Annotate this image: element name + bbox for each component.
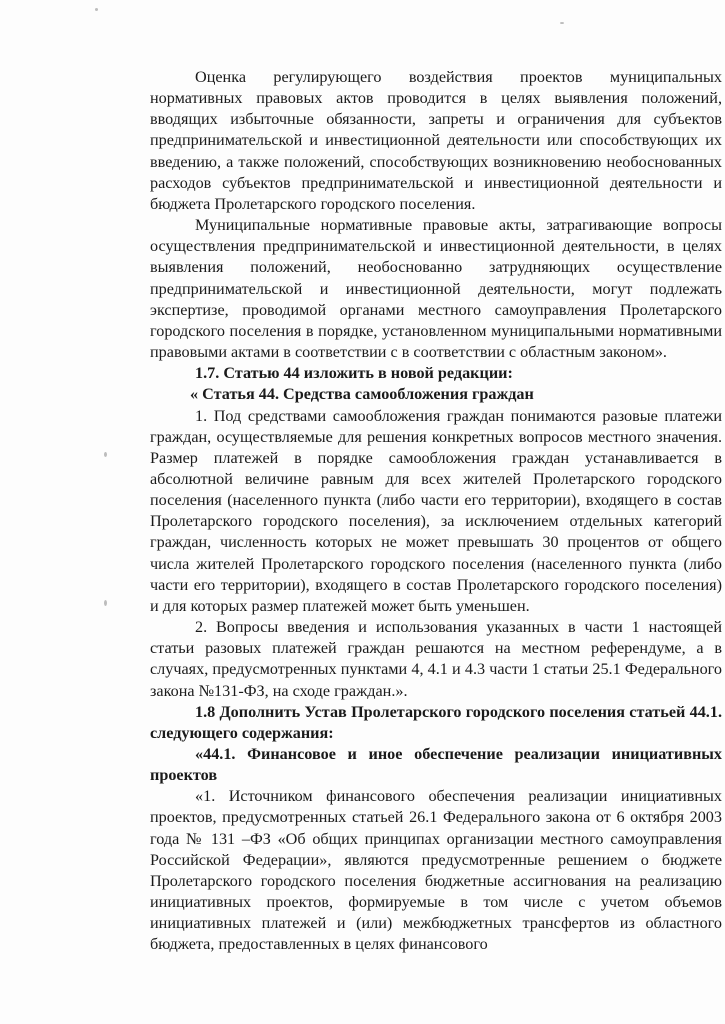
scan-speck [560, 22, 564, 24]
paragraph-self-taxation-1: 1. Под средствами самообложения граждан понимаются разовые платежи граждан, осуществляемые для решения конкретных вопросов местного значения. Размер платежей в порядке самообложения граждан устанавливается в абсолютной величине равным для всех жителей Пролетарского городского поселения (населенного пункта (либо части его территории), входящего в состав Пролетарского городского поселения), за исключением отдельных категорий граждан, численность которых не может превышать 30 процентов от общего числа жителей Пролетарского городского поселения (населенного пункта (либо части его территории), входящего в состав Пролетарского городского поселения) и для которых размер платежей может быть уменьшен. [150, 406, 722, 615]
heading-article-44-1: «44.1. Финансовое и иное обеспечение реализации инициативных проектов [150, 745, 722, 785]
paragraph-regulatory-assessment: Оценка регулирующего воздействия проектов муниципальных нормативных правовых актов проводится в целях выявления положений, вводящих избыточные обязанности, запреты и ограничения для субъектов предпринимательской и инвестиционной деятельности или способствующих их введению, а также положений, способствующих возникновению необоснованных расходов субъектов предпринимательской и инвестиционной деятельности и бюджета Пролетарского городского поселения. [150, 68, 722, 213]
heading-article-44: « Статья 44. Средства самообложения граждан [190, 385, 534, 404]
scan-speck [104, 600, 107, 606]
paragraph-initiative-projects-1: «1. Источником финансового обеспечения реализации инициативных проектов, предусмотренных статьей 26.1 Федерального закона от 6 октября 2003 года № 131 –ФЗ «Об общих принципах организации местного самоуправления Российской Федерации», являются предусмотренные решением о бюджете Пролетарского городского поселения бюджетные ассигнования на реализацию инициативных проектов, формируемые в том числе с учетом объемов инициативных платежей и (или) межбюджетных трансфертов из областного бюджета, предоставленных в целях финансового [150, 787, 722, 954]
heading-1-8: 1.8 Дополнить Устав Пролетарского городского поселения статьей 44.1. следующего содержания: [150, 702, 722, 742]
paragraph-self-taxation-2: 2. Вопросы введения и использования указанных в части 1 настоящей статьи разовых платежей граждан решаются на местном референдуме, а в случаях, предусмотренных пунктами 4, 4.1 и 4.3 части 1 статьи 25.1 Федерального закона №131-ФЗ, на сходе граждан.». [150, 618, 722, 700]
scan-speck [104, 452, 107, 457]
document-body [150, 67, 722, 956]
heading-1-7: 1.7. Статью 44 изложить в новой редакции: [195, 364, 513, 383]
scan-speck [95, 8, 98, 11]
paragraph-municipal-acts: Муниципальные нормативные правовые акты, затрагивающие вопросы осуществления предпринимательской и инвестиционной деятельности, в целях выявления положений, необоснованно затрудняющих осуществление предпринимательской и инвестиционной деятельности, могут подлежать экспертизе, проводимой органами местного самоуправления Пролетарского городского поселения в порядке, установленном муниципальными нормативными правовыми актами в соответствии с в соответствии с областным законом». [150, 216, 722, 362]
